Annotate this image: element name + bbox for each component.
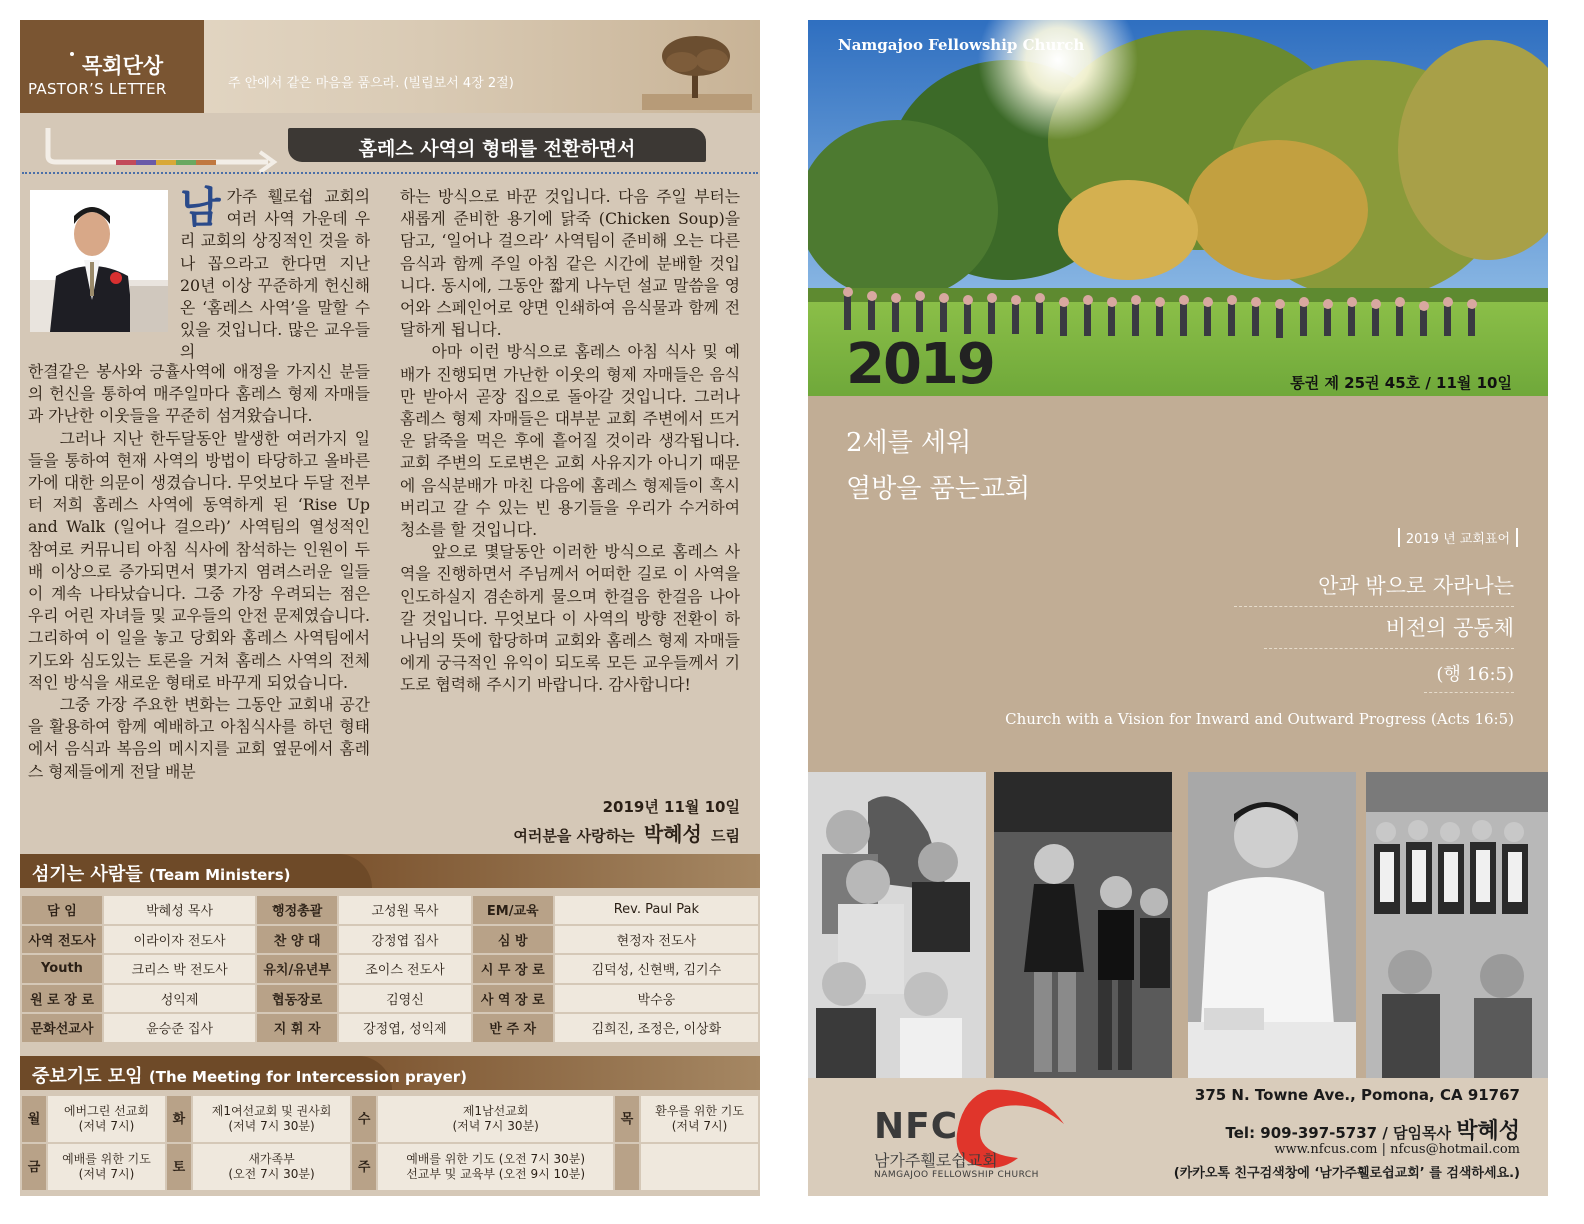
prayer-event (640, 1095, 759, 1143)
minister-role: 반 주 자 (472, 1013, 554, 1043)
minister-role: EM/교육 (472, 895, 554, 925)
header-title-kor: 목회단상 (82, 54, 164, 78)
prayer-event-name: 예배를 위한 기도 (62, 1152, 151, 1166)
minister-role: 협동장로 (256, 984, 338, 1014)
minister-role: 유치/유년부 (256, 954, 338, 984)
prayer-event-time: (저녁 7시 30분) (452, 1119, 539, 1133)
prayer-event-time: (저녁 7시 30분) (228, 1119, 315, 1133)
minister-role: 시 무 장 로 (472, 954, 554, 984)
article-title: 홈레스 사역의 형태를 전환하면서 (358, 138, 636, 160)
minister-name: 박혜성 목사 (103, 895, 256, 925)
minister-role: 심 방 (472, 925, 554, 955)
section-tab (20, 854, 372, 888)
minister-role: 사 역 장 로 (472, 984, 554, 1014)
prayer-event-name: 에버그린 선교회 (63, 1104, 149, 1118)
cover-page (808, 20, 1548, 1196)
prayer-event (192, 1143, 351, 1191)
arrow-decoration (38, 118, 288, 174)
prayer-event-name: 제1여선교회 및 권사회 (211, 1104, 332, 1118)
pastor-letter-page (20, 20, 760, 1196)
letter-paragraph: 하는 방식으로 바꾼 것입니다. 다음 주일 부터는 새롭게 준비한 용기에 닭죽 (Chicken Soup)을 담고, ‘일어나 걸으라’ 사역팀이 준비해 오는 다른 음식과 함께 주일 아침 같은 시간에 분배할 것입니다. 동시에, 그동안 짧게 나누던 설교 말씀을 영어와 스페인어로 양면 인쇄하여 음식물과 함께 전달하게 됩니다. (400, 187, 740, 340)
prayer-day: 수 (351, 1095, 377, 1143)
prayer-day: 화 (166, 1095, 192, 1143)
prayer-day: 목 (614, 1095, 640, 1143)
prayer-event-name: 예배를 위한 기도 (오전 7시 30분) (406, 1152, 586, 1166)
prayer-day: 금 (21, 1143, 47, 1191)
prayer-title: 중보기도 모임 (The Meeting for Intercession prayer) (32, 1066, 467, 1087)
tree-illustration (642, 24, 752, 110)
minister-name: 강정엽 집사 (338, 925, 472, 955)
cover-footer (808, 1078, 1548, 1196)
letter-paragraph: 앞으로 몇달동안 이러한 방식으로 홈레스 사역을 진행하면서 주님께서 어떠한 길로 이 사역을 인도하실지 겸손하게 물으며 한걸음 한걸음 나아갈 것입니다. 무엇보다 이 사역의 방향 전환이 하나님의 뜻에 합당하며 교회와 홈레스 형제 자매들에게 궁극적인 유익이 되도록 모든 교우들께서 기도로 협력해 주시기 바랍니다. 감사합니다! (400, 542, 740, 695)
church-motto-line2: 열방을 품는교회 (846, 474, 1031, 504)
minister-name: 조이스 전도사 (338, 954, 472, 984)
church-slogan-label: 2019 년 교회표어 (1398, 528, 1518, 547)
kakao-search-note: (카카오톡 친구검색창에 ‘남가주휄로쉽교회’ 를 검색하세요.) (1173, 1166, 1520, 1181)
minister-name: 크리스 박 전도사 (103, 954, 256, 984)
prayer-event (192, 1095, 351, 1143)
youth-dance-photo (994, 772, 1172, 1078)
header-label-box (20, 20, 204, 113)
signature-suffix: 드림 (711, 827, 740, 845)
prayer-table (20, 1094, 760, 1192)
prayer-row (21, 1095, 759, 1143)
minister-name: 김덕성, 신현백, 김기수 (554, 954, 759, 984)
minister-row (21, 1013, 759, 1043)
minister-role: 문화선교사 (21, 1013, 103, 1043)
pastor-name: 박혜성 (1456, 1119, 1520, 1144)
signature-prefix: 여러분을 사랑하는 (513, 827, 635, 845)
letter-paragraph: 그중 가장 주요한 변화는 그동안 교회내 공간을 활용하여 함께 예배하고 아침식사를 하던 형태에서 음식과 복음의 메시지를 교회 옆문에서 홈레스 형제들에게 전달 배분 (28, 695, 370, 781)
logo-text: NFC (874, 1106, 959, 1147)
minister-name: 김영신 (338, 984, 472, 1014)
minister-role: 찬 양 대 (256, 925, 338, 955)
pastor-photo (30, 190, 168, 332)
vision-reference: (행 16:5) (1424, 660, 1514, 693)
article-title-bar (288, 128, 706, 162)
letter-paragraph: 아마 이런 방식으로 홈레스 아침 식사 및 예배가 진행되면 가난한 이웃의 형제 자매들은 음식만 받아서 곧장 집으로 돌아갈 것입니다. 그러나 홈레스 형제 자매들은 대부분 교회 주변에서 뜨거운 닭죽을 먹은 후에 흩어질 것이라 생각됩니다. 교회 주변의 도로변은 교회 사유지가 아니기 때문에 음식분배가 마친 다음에 홈레스 형제들이 혹시 버리고 갈 수 있는 빈 용기들을 우리가 수거하여 청소를 할 것입니다. (400, 342, 740, 540)
minister-row (21, 954, 759, 984)
vision-english: Church with a Vision for Inward and Outward Progress (Acts 16:5) (1005, 710, 1514, 728)
signature-date: 2019년 11월 10일 (602, 798, 740, 816)
prayer-day: 토 (166, 1143, 192, 1191)
minister-role: 행정총괄 (256, 895, 338, 925)
ministers-title: 섬기는 사람들 (Team Ministers) (32, 864, 291, 885)
minister-name: 고성원 목사 (338, 895, 472, 925)
prayer-event (377, 1095, 614, 1143)
ministers-section-header (20, 854, 760, 888)
minister-name: 박수웅 (554, 984, 759, 1014)
prayer-event (47, 1095, 166, 1143)
minister-name: 강정엽, 성익제 (338, 1013, 472, 1043)
header-verse: 주 안에서 같은 마음을 품으라. (빌립보서 4장 2절) (228, 76, 514, 91)
minister-name: 윤승준 집사 (103, 1013, 256, 1043)
letter-column-2 (400, 186, 740, 697)
church-motto-line1: 2세를 세워 (846, 428, 972, 458)
year: 2019 (846, 332, 994, 396)
letter-column-1-bottom (28, 361, 370, 783)
minister-name: 이라이자 전도사 (103, 925, 256, 955)
logo-korean-name: 남가주휄로쉽교회 (874, 1151, 998, 1170)
letter-intro-text: 가주 휄로쉽 교회의 여러 사역 가운데 우리 교회의 상징적인 것을 하나 꼽으라고 한다면 지난 20년 이상 꾸준하게 헌신해온 ‘홈레스 사역’을 말할 수 있을 것입니다. 많은 교우들의 (180, 187, 370, 362)
prayer-event-name: 환우를 위한 기도 (655, 1104, 744, 1118)
prayer-row (21, 1143, 759, 1191)
minister-name: Rev. Paul Pak (554, 895, 759, 925)
choir-photo (1366, 772, 1548, 1078)
prayer-event (640, 1143, 759, 1191)
vision-line1: 안과 밖으로 자라나는 (1234, 570, 1514, 607)
letter-header (20, 20, 760, 113)
prayer-event-time: (저녁 7시) (78, 1167, 135, 1181)
church-phone: Tel: 909-397-5737 / 담임목사 박혜성 (1225, 1119, 1520, 1144)
prayer-event (377, 1143, 614, 1191)
ministers-table (20, 894, 760, 1044)
logo-english-name: NAMGAJOO FELLOWSHIP CHURCH (874, 1170, 1039, 1180)
minister-row (21, 925, 759, 955)
website-email[interactable]: www.nfcus.com | nfcus@hotmail.com (1274, 1142, 1520, 1157)
prayer-event-time: (저녁 7시) (671, 1119, 728, 1133)
minister-role: 지 휘 자 (256, 1013, 338, 1043)
letter-column-1-top (180, 183, 370, 364)
section-tab (20, 1056, 467, 1090)
pastor-smiling-photo (1188, 772, 1356, 1078)
prayer-event-time: (저녁 7시) (78, 1119, 135, 1133)
cover-photo (808, 20, 1548, 396)
signature-line (513, 818, 740, 847)
prayer-event-time: (오전 7시 30분) (228, 1167, 315, 1181)
church-name-english: Namgajoo Fellowship Church (838, 36, 1085, 54)
prayer-day: 월 (21, 1095, 47, 1143)
dotted-divider (22, 172, 758, 174)
letter-paragraph: 한결같은 봉사와 긍휼사역에 애정을 가지신 분들의 헌신을 통하여 매주일마다 홈레스 형제 자매들과 가난한 이웃들을 꾸준히 섬겨왔습니다. (28, 362, 370, 426)
issue-number: 통권 제 25권 45호 / 11월 10일 (1290, 374, 1512, 392)
prayer-event (47, 1143, 166, 1191)
minister-role: Youth (21, 954, 103, 984)
minister-name: 김희진, 조정은, 이상화 (554, 1013, 759, 1043)
prayer-event-name: 새가족부 (248, 1152, 295, 1166)
prayer-day (614, 1143, 640, 1191)
letter-paragraph: 그러나 지난 한두달동안 발생한 여러가지 일들을 통하여 현재 사역의 방법이 타당하고 올바른가에 대한 의문이 생겼습니다. 무엇보다 두달 전부터 저희 홈레스 사역에 동역하게 된 ‘Rise Up and Walk (일어나 걸으라)’ 사역팀의 열성적인 참여로 커뮤니티 아침 식사에 참석하는 인원이 두배 이상으로 증가되면서 몇가지 염려스러운 일들이 계속 나타났습니다. 그중 가장 우려되는 점은 우리 어린 자녀들 및 교우들의 안전 문제였습니다. 그리하여 이 일을 놓고 당회와 홈레스 사역팀에서 기도와 심도있는 토론을 거쳐 홈레스 사역의 전체적인 방식을 새로운 형태로 바꾸게 되었습니다. (28, 428, 370, 692)
prayer-event-time: 선교부 및 교육부 (오전 9시 10분) (406, 1167, 586, 1181)
drop-cap: 남 (180, 183, 221, 232)
children-praying-photo (808, 772, 986, 1078)
minister-row (21, 895, 759, 925)
church-address: 375 N. Towne Ave., Pomona, CA 91767 (1194, 1086, 1520, 1104)
vision-line2: 비전의 공동체 (1264, 612, 1514, 649)
prayer-event-name: 제1남선교회 (462, 1104, 529, 1118)
minister-name: 성익제 (103, 984, 256, 1014)
minister-role: 사역 전도사 (21, 925, 103, 955)
minister-row (21, 984, 759, 1014)
minister-name: 현정자 전도사 (554, 925, 759, 955)
prayer-day: 주 (351, 1143, 377, 1191)
minister-role: 원 로 장 로 (21, 984, 103, 1014)
bullet-dot (70, 52, 74, 56)
header-title-eng: PASTOR’S LETTER (28, 80, 167, 98)
signature-name: 박혜성 (643, 822, 702, 846)
minister-role: 담 임 (21, 895, 103, 925)
prayer-section-header (20, 1056, 760, 1090)
